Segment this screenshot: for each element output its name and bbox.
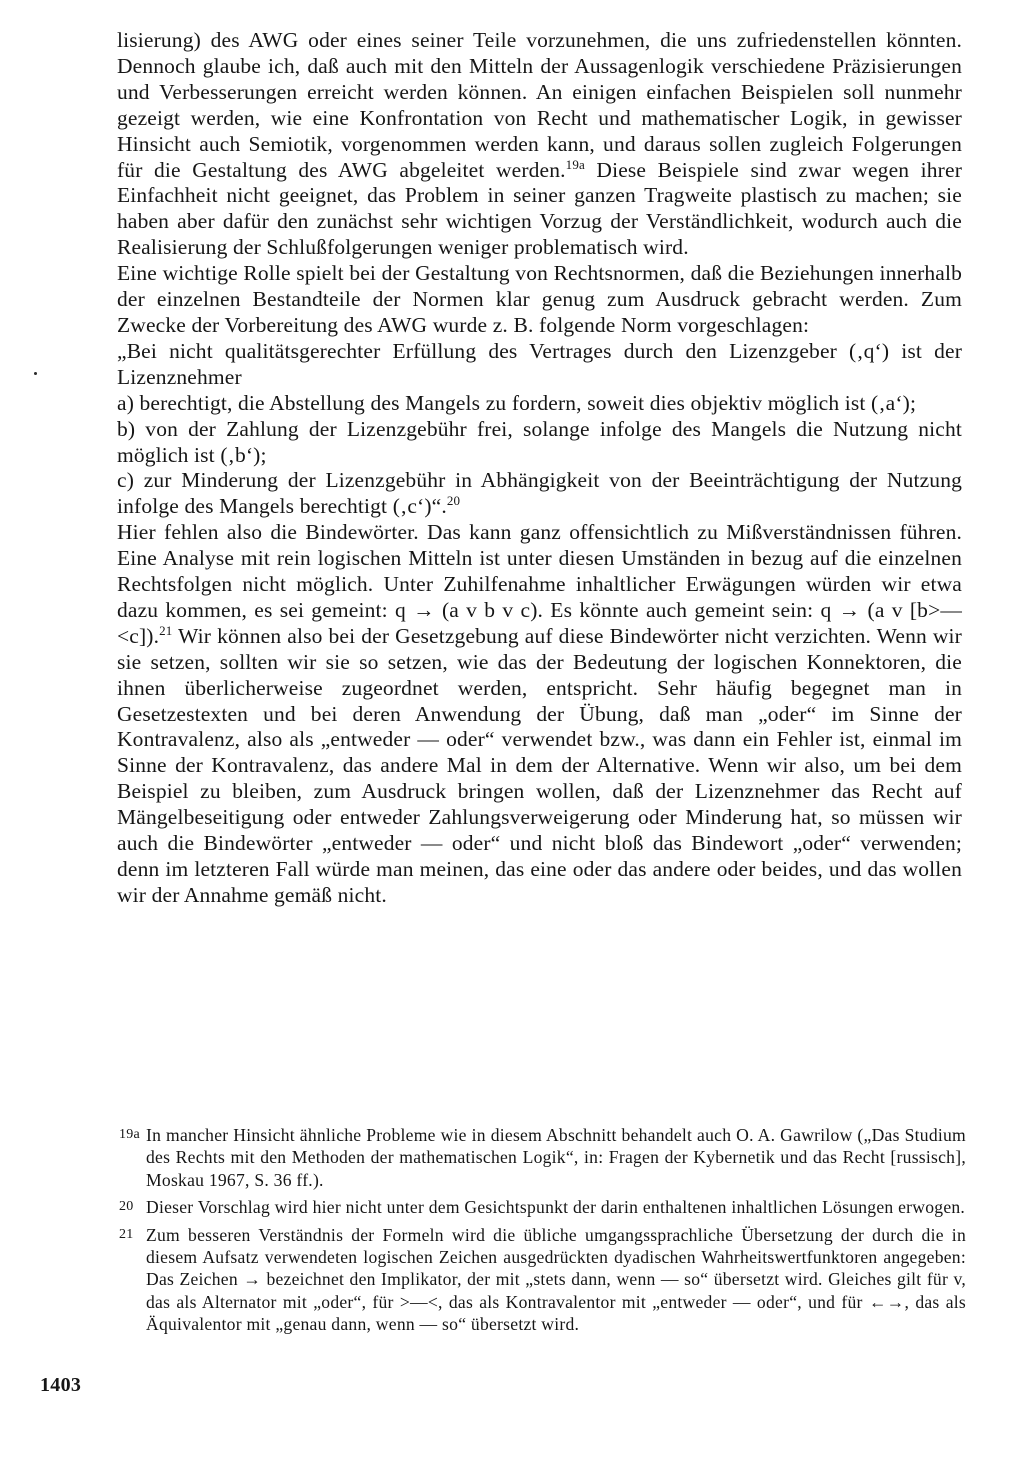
footnote-20: [117, 1196, 966, 1218]
footnote-21: [117, 1224, 966, 1336]
paragraph-1-text: lisierung) des AWG oder eines seiner Teile vorzunehmen, die uns zufriedenstellen könnten. Dennoch glaube ich, daß auch mit den Mitteln der Aussagenlogik verschiedene Präzisierungen und Verbesserungen erreicht werden können. An einigen einfachen Beispielen soll nunmehr gezeigt werden, wie eine Konfrontation von Recht und mathematischer Logik, in gewisser Hinsicht auch Semiotik, vorgenommen werden kann, und daraus sollen zugleich Folgerungen für die Gestaltung des AWG abgeleitet werden.: [117, 28, 962, 182]
footnote-text: Dieser Vorschlag wird hier nicht unter dem Gesichtspunkt der darin enthaltenen inhaltlichen Lösungen erwogen.: [146, 1197, 966, 1218]
paragraph-1: [117, 28, 962, 261]
footnote-19a: [117, 1124, 966, 1191]
footnote-ref-19a[interactable]: 19a: [565, 156, 585, 172]
paragraph-3-text: Hier fehlen also die Bindewörter. Das kann ganz offensichtlich zu Mißverständnissen führen. Eine Analyse mit rein logischen Mitteln ist unter diesen Umständen in bezug auf die einzelnen Rechtsfolgen nicht möglich. Unter Zuhilfenahme inhaltlicher Erwägungen würden wir etwa dazu kommen, es sei gemeint: q → (a v b v c). Es könnte auch gemeint sein: q → (a v [b>—<c]).: [117, 520, 962, 648]
footnote-mark: 21: [119, 1226, 134, 1242]
footnotes: [117, 1124, 966, 1341]
page-number: 1403: [40, 1374, 82, 1396]
list-item-c-text: c) zur Minderung der Lizenzgebühr in Abhängigkeit von der Beeinträchtigung der Nutzung infolge des Mangels berechtigt (‚c‘)“.: [117, 468, 962, 519]
footnote-ref-20[interactable]: 20: [446, 493, 461, 509]
footnote-mark: 19a: [119, 1127, 140, 1142]
paragraph-3-tail: Wir können also bei der Gesetzgebung auf diese Bindewörter nicht verzichten. Wenn wir sie setzen, sollten wir sie so setzen, wie das der Bedeutung der logischen Konnektoren, die ihnen überlicherweise zugeordnet werden, entspricht. Sehr häufig begegnet man in Gesetzestexten und bei deren Anwendung der Übung, daß man „oder“ im Sinne der Kontravalenz, also als „entweder — oder“ verwendet bzw., was dann ein Fehler ist, einmal im Sinne der Kontravalenz, das andere Mal in dem der Alternative. Wenn wir also, um bei dem Beispiel zu bleiben, zum Ausdruck bringen wollen, daß der Lizenznehmer das Recht auf Mängelbeseitigung oder entweder Zahlungsverweigerung oder Minderung hat, so müssen wir auch die Bindewörter „entweder — oder“ und nicht bloß das Bindewort „oder“ verwenden; denn im letzteren Fall würde man meinen, das eine oder das andere oder beides, und das wollen wir der Annahme gemäß nicht.: [117, 623, 962, 907]
footnote-text: In mancher Hinsicht ähnliche Probleme wie in diesem Abschnitt behandelt auch O. A. Gawrilow („Das Studium des Rechts mit den Methoden der mathematischen Logik“, in: Fragen der Kybernetik und das Recht [russisch], Moskau 1967, S. 36 ff.).: [146, 1125, 966, 1190]
main-text: [117, 28, 962, 909]
paragraph-3: [117, 520, 962, 909]
margin-mark: [34, 372, 37, 375]
paragraph-2: Eine wichtige Rolle spielt bei der Gestaltung von Rechtsnormen, daß die Beziehungen innerhalb der einzelnen Bestandteile der Normen klar genug zum Ausdruck gebracht werden. Zum Zwecke der Vorbereitung des AWG wurde z. B. folgende Norm vorgeschlagen:: [117, 261, 962, 337]
list-item-b: b) von der Zahlung der Lizenzgebühr frei, solange infolge des Mangels die Nutzung nicht möglich ist (‚b‘);: [117, 416, 962, 467]
footnote-mark: 20: [119, 1199, 134, 1215]
footnote-ref-21[interactable]: 21: [159, 622, 173, 638]
quote-intro: „Bei nicht qualitätsgerechter Erfüllung des Vertrages durch den Lizenzgeber (‚q‘) ist der Lizenznehmer: [117, 338, 962, 389]
footnote-text: Zum besseren Verständnis der Formeln wird die übliche umgangssprachliche Übersetzung der durch die in diesem Aufsatz verwendeten logischen Zeichen ausgedrückten dyadischen Wahrheitswertfunktoren angegeben: Das Zeichen → bezeichnet den Implikator, der mit „stets dann, wenn — so“ übersetzt wird. Gleiches gilt für v, das als Alternator mit „oder“, für >—<, das als Kontravalentor mit „entweder — oder“, und für ←→, das als Äquivalentor mit „genau dann, wenn — so“ übersetzt wird.: [146, 1224, 966, 1335]
list-item-a: a) berechtigt, die Abstellung des Mangels zu fordern, soweit dies objektiv möglich ist (‚a‘);: [117, 390, 917, 415]
list-item-c: [117, 468, 962, 520]
paragraph-1-tail: Diese Beispiele sind zwar wegen ihrer Einfachheit nicht geeignet, das Problem in seiner ganzen Tragweite plastisch zu machen; sie haben aber dafür den zunächst sehr wichtigen Vorzug der Verständlichkeit, wodurch auch die Realisierung der Schlußfolgerungen weniger problematisch wird.: [117, 157, 962, 260]
